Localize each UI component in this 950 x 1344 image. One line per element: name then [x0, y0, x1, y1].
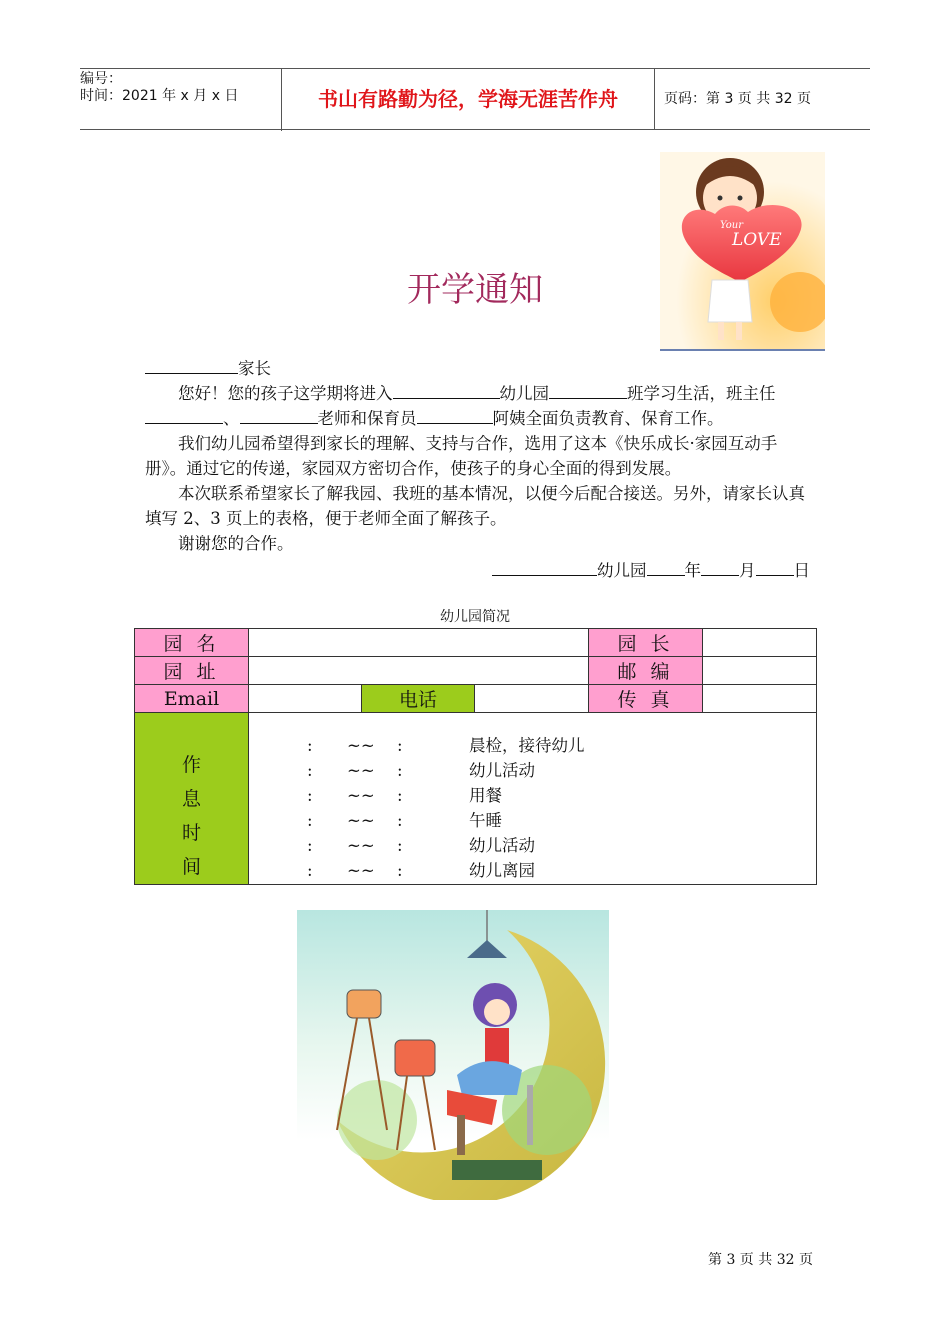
document-number: 编号： — [80, 71, 122, 87]
paragraph-thanks: 谢谢您的合作。 — [178, 534, 294, 553]
svg-text:Your: Your — [720, 220, 743, 231]
phone-field[interactable] — [475, 685, 589, 713]
table-caption: 幼儿园简况 — [440, 609, 510, 625]
postcode-field[interactable] — [703, 657, 817, 685]
fax-label: 传 真 — [589, 685, 703, 713]
girl-heart-illustration — [660, 152, 825, 352]
schedule-row[interactable]: : ~~ : 幼儿活动 — [307, 761, 535, 780]
signature-line: 幼儿园 年 月 日 — [145, 558, 810, 583]
letter-body — [145, 356, 810, 583]
name-field[interactable] — [249, 629, 589, 657]
paragraph-cooperation: 我们幼儿园希望得到家长的理解、支持与合作，选用了这本《快乐成长·家园互动手册》。通过它的传递，家园双方密切合作，使孩子的身心全面的得到发展。 — [145, 434, 778, 478]
document-date: 时间：2021 年 x 月 x 日 — [80, 88, 239, 104]
paragraph-contact: 本次联系希望家长了解我园、我班的基本情况，以便今后配合接送。另外，请家长认真填写 2、3 页上的表格，便于老师全面了解孩子。 — [145, 484, 805, 528]
kindergarten-info-table — [134, 628, 817, 885]
signature-kindergarten-blank[interactable] — [492, 559, 597, 576]
teacher2-blank[interactable] — [240, 407, 318, 424]
page-header — [80, 68, 870, 130]
postcode-label: 邮 编 — [589, 657, 703, 685]
schedule-label: 作 息 时 间 — [135, 713, 249, 885]
email-field[interactable] — [249, 685, 362, 713]
notice-title: 开学通知 — [407, 270, 543, 310]
schedule-row[interactable]: : ~~ : 幼儿活动 — [307, 836, 535, 855]
day-blank[interactable] — [756, 559, 794, 576]
parent-name-blank[interactable] — [145, 357, 238, 374]
schedule-row[interactable]: : ~~ : 用餐 — [307, 786, 502, 805]
caregiver-blank[interactable] — [417, 407, 493, 424]
header-motto: 书山有路勤为径，学海无涯苦作舟 — [282, 69, 655, 129]
schedule-list — [249, 713, 817, 885]
director-label: 园 长 — [589, 629, 703, 657]
moon-girl-illustration — [297, 910, 609, 1200]
svg-text:LOVE: LOVE — [732, 230, 782, 250]
year-blank[interactable] — [647, 559, 685, 576]
header-page-number: 页码：第 3 页 共 32 页 — [664, 91, 811, 107]
schedule-row[interactable]: : ~~ : 晨检，接待幼儿 — [307, 736, 585, 755]
month-blank[interactable] — [701, 559, 739, 576]
phone-label: 电话 — [362, 685, 475, 713]
director-field[interactable] — [703, 629, 817, 657]
address-field[interactable] — [249, 657, 589, 685]
address-label: 园 址 — [135, 657, 249, 685]
teacher1-blank[interactable] — [145, 407, 223, 424]
schedule-row[interactable]: : ~~ : 幼儿离园 — [307, 861, 535, 880]
salutation: 家长 — [145, 356, 810, 381]
header-meta — [80, 69, 282, 131]
email-label: Email — [135, 685, 249, 713]
page-footer: 第 3 页 共 32 页 — [708, 1252, 813, 1268]
paragraph-intro: 您好！您的孩子这学期将进入 幼儿园 班学习生活，班主任、 老师和保育员 阿姨全面负责教育、保育工作。 — [145, 381, 810, 431]
class-blank[interactable] — [549, 382, 627, 399]
name-label: 园 名 — [135, 629, 249, 657]
kindergarten-blank[interactable] — [393, 382, 500, 399]
schedule-row[interactable]: : ~~ : 午睡 — [307, 811, 502, 830]
fax-field[interactable] — [703, 685, 817, 713]
